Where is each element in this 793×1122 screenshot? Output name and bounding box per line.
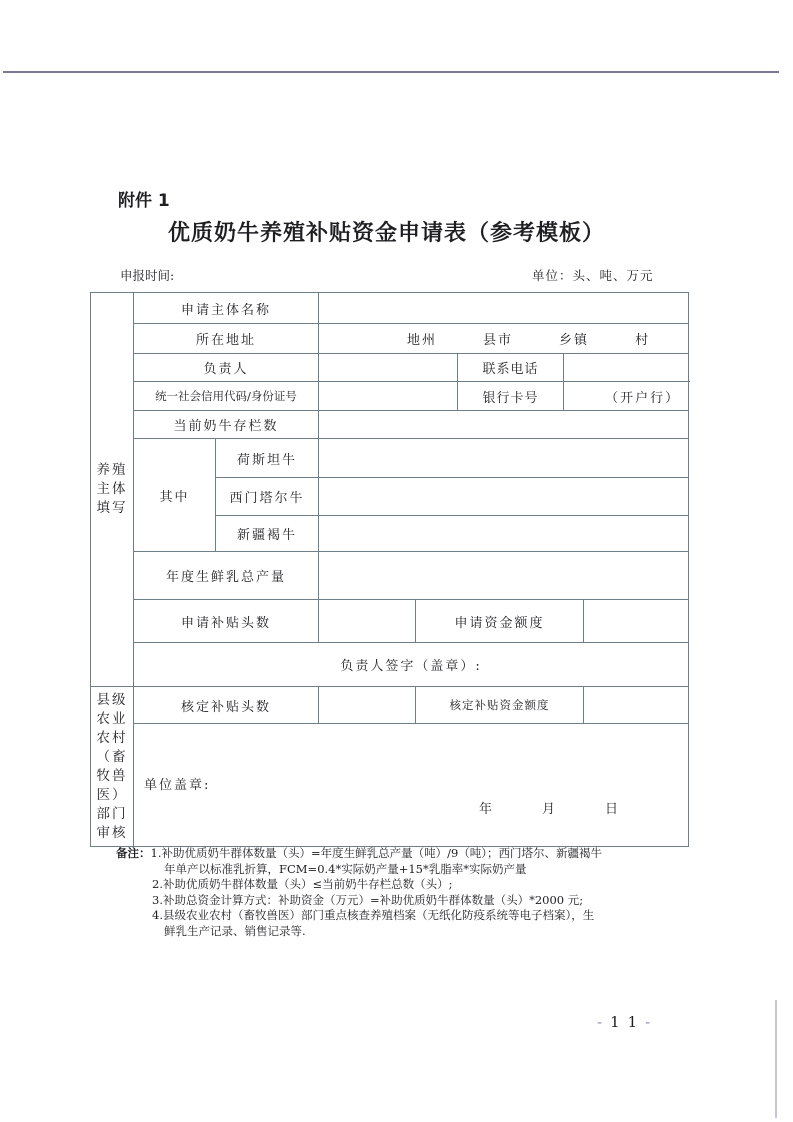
- address-village: 村: [635, 333, 651, 348]
- approved-amount-field[interactable]: [584, 687, 689, 724]
- contact-phone-label: 联系电话: [458, 354, 564, 382]
- section-county-line: 农村: [96, 729, 128, 746]
- apply-amount-label: 申请资金额度: [416, 600, 584, 643]
- date-month-label: 月: [542, 802, 558, 817]
- page-number-value: 11: [610, 1013, 646, 1031]
- note-text: 1.补助优质奶牛群体数量（头）=年度生鲜乳总产量（吨）/9（吨）；西门塔尔、新疆褐牛: [150, 846, 603, 860]
- annual-milk-field[interactable]: [319, 552, 689, 600]
- page-dash-right: -: [645, 1013, 659, 1031]
- person-in-charge-label: 负责人: [134, 354, 319, 382]
- applicant-name-label: 申请主体名称: [134, 293, 319, 324]
- section-county-header: [91, 687, 134, 847]
- note-item: 4.县级农业农村（畜牧兽医）部门重点核查养殖档案（无纸化防疫系统等电子档案），生: [152, 908, 595, 922]
- section-applicant-line: 养殖: [96, 462, 128, 478]
- section-applicant-header: [91, 293, 134, 687]
- credit-code-field[interactable]: [319, 382, 458, 411]
- bank-branch-suffix: （开户行）: [605, 390, 681, 406]
- breed-label-xinjiang-brown: 新疆褐牛: [216, 516, 319, 552]
- current-stock-label: 当前奶牛存栏数: [134, 411, 319, 439]
- breed-field-xinjiang-brown[interactable]: [319, 516, 689, 552]
- note-item: 年单产以标准乳折算，FCM=0.4*实际奶产量+15*乳脂率*实际奶产量: [164, 861, 527, 876]
- date-year-label: 年: [479, 802, 495, 817]
- address-prefecture: 地州: [407, 333, 438, 348]
- apply-heads-field[interactable]: [319, 600, 416, 643]
- section-county-line: 医）: [96, 786, 128, 803]
- page-number: [597, 1013, 658, 1031]
- annex-label: 附件 1: [118, 191, 170, 211]
- address-field[interactable]: [319, 324, 689, 354]
- address-label: 所在地址: [134, 324, 319, 354]
- breed-label-simmental: 西门塔尔牛: [216, 478, 319, 516]
- notes-label: 备注：: [116, 846, 151, 860]
- note-item: 3.补助总资金计算方式：补助资金（万元）=补助优质奶牛群体数量（头）*2000 元;: [152, 892, 584, 907]
- application-form-table: [90, 292, 689, 847]
- annual-milk-label: 年度生鲜乳总产量: [134, 552, 319, 600]
- address-county: 县市: [483, 333, 514, 348]
- of-which-label: 其中: [134, 439, 216, 552]
- bank-card-field[interactable]: [564, 382, 689, 411]
- note-item: [116, 846, 686, 862]
- credit-code-label: 统一社会信用代码/身份证号: [134, 382, 319, 411]
- section-applicant-line: 主体: [96, 481, 128, 497]
- page-edge-shadow: [775, 1000, 777, 1118]
- header-rule: [3, 71, 779, 73]
- approved-amount-label: 核定补贴资金额度: [416, 687, 584, 724]
- breed-label-holstein: 荷斯坦牛: [216, 439, 319, 478]
- date-day-label: 日: [605, 802, 621, 817]
- section-applicant-line: 填写: [96, 500, 128, 516]
- breed-field-simmental[interactable]: [319, 478, 689, 516]
- unit-seal-cell: [134, 724, 689, 847]
- contact-phone-field[interactable]: [564, 354, 689, 382]
- section-county-line: 牧兽: [96, 767, 128, 784]
- note-item: 鲜乳生产记录、销售记录等.: [164, 923, 306, 938]
- section-county-line: 审核: [96, 824, 128, 841]
- unit-seal-label: 单位盖章:: [144, 778, 211, 793]
- page-dash-left: -: [597, 1013, 611, 1031]
- applicant-name-field[interactable]: [319, 293, 689, 324]
- note-item: 2.补助优质奶牛群体数量（头）≤当前奶牛存栏总数（头）;: [152, 877, 453, 891]
- current-stock-field[interactable]: [319, 411, 689, 439]
- section-county-line: 农业: [96, 710, 128, 727]
- section-county-line: （畜: [96, 748, 128, 765]
- notes-section: [116, 846, 686, 939]
- report-time-label: 申报时间:: [120, 268, 175, 283]
- breed-field-holstein[interactable]: [319, 439, 689, 478]
- unit-label: 单位：头、吨、万元: [532, 268, 654, 283]
- person-in-charge-field[interactable]: [319, 354, 458, 382]
- apply-heads-label: 申请补贴头数: [134, 600, 319, 643]
- approved-heads-field[interactable]: [319, 687, 416, 724]
- signature-label: 负责人签字（盖章）:: [134, 643, 689, 687]
- document-title: 优质奶牛养殖补贴资金申请表（参考模板）: [168, 220, 606, 246]
- section-county-line: 部门: [96, 805, 128, 822]
- bank-card-label: 银行卡号: [458, 382, 564, 411]
- apply-amount-field[interactable]: [584, 600, 689, 643]
- approved-heads-label: 核定补贴头数: [134, 687, 319, 724]
- seal-date: [479, 798, 668, 817]
- section-county-line: 县级: [96, 691, 128, 708]
- address-township: 乡镇: [559, 333, 590, 348]
